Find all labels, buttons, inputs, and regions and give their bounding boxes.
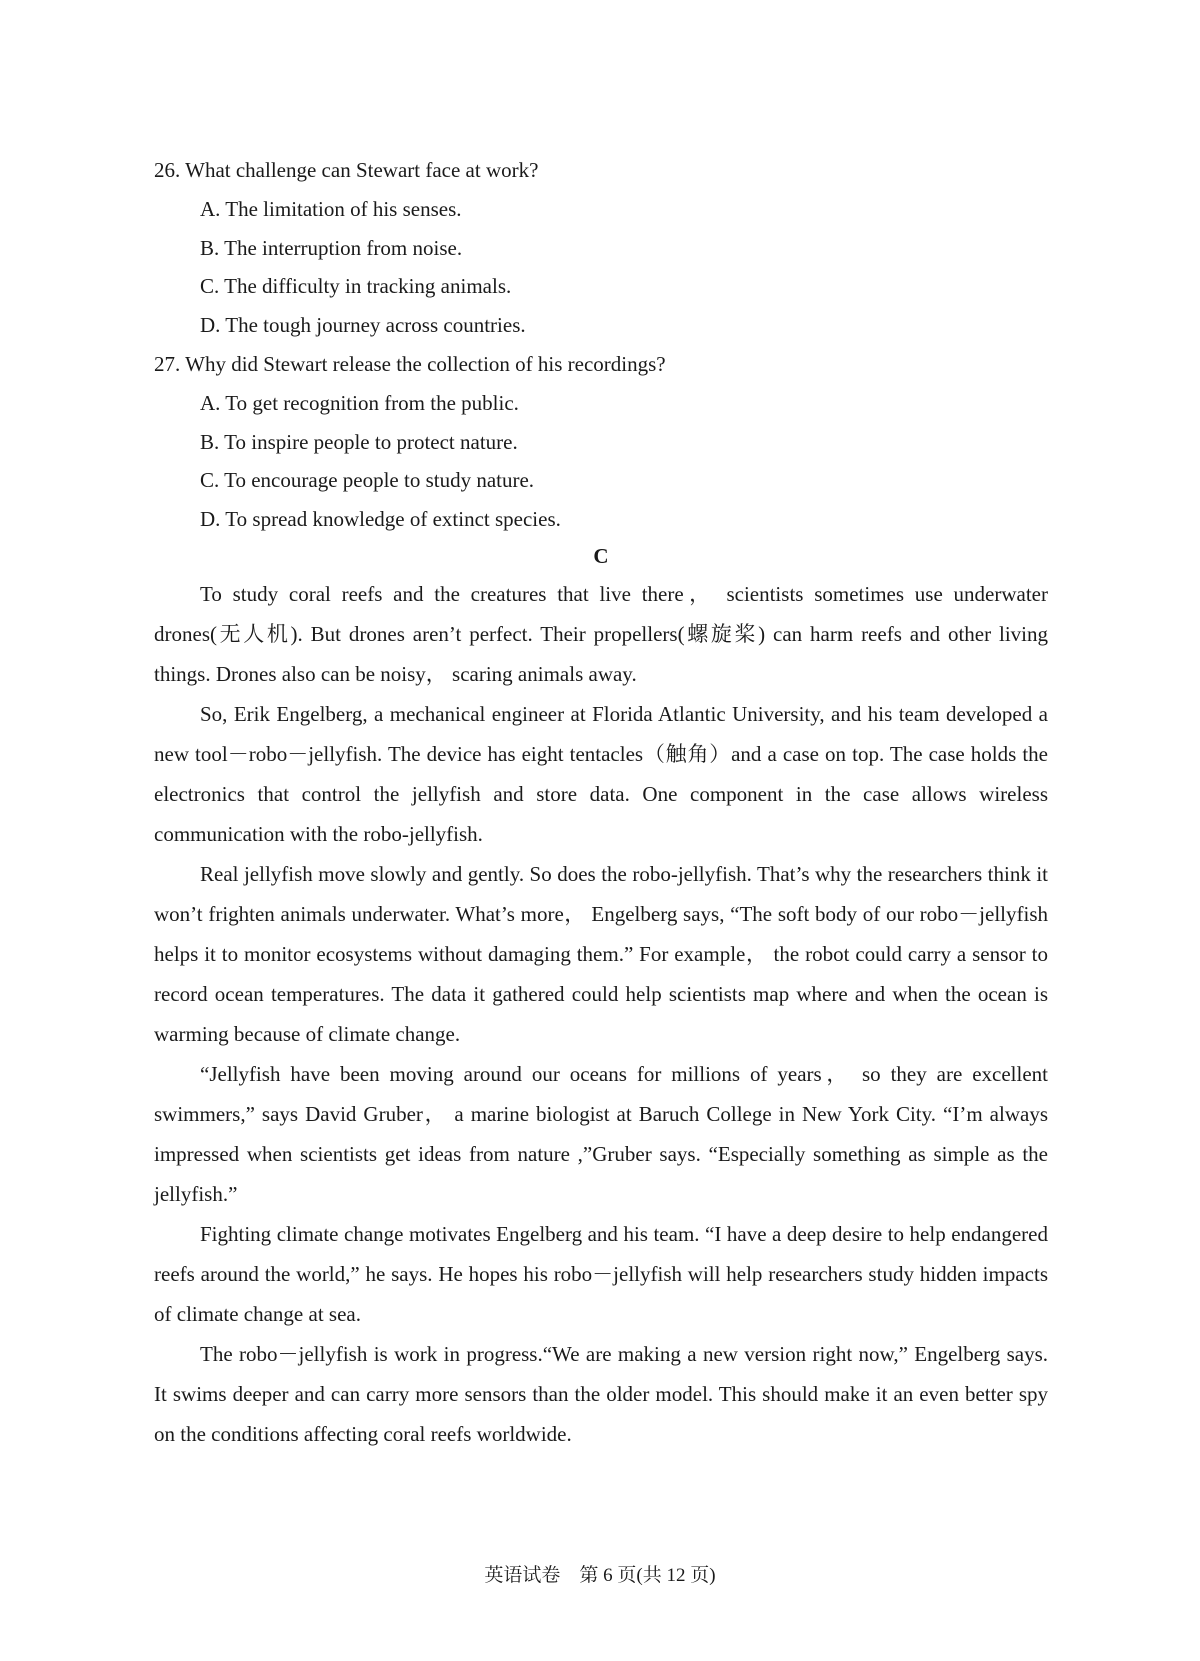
passage-paragraph: Fighting climate change motivates Engelberg and his team. “I have a deep desire to help endangered reefs around the world,” he says. He hopes his robo－jellyfish will help researchers study hidden impacts of climate change at sea.: [154, 1222, 1048, 1326]
page-footer: 英语试卷 第 6 页(共 12 页): [484, 1565, 716, 1586]
passage-paragraph: The robo－jellyfish is work in progress.“We are making a new version right now,” Engelberg says. It swims deeper and can carry more sensors than the older model. This should make it an even better spy on the conditions affecting coral reefs worldwide.: [154, 1342, 1048, 1446]
question-26-option-c: C. The difficulty in tracking animals.: [200, 274, 512, 298]
question-26-option-d: D. The tough journey across countries.: [200, 312, 526, 337]
question-27-option-a: A. To get recognition from the public.: [200, 391, 519, 415]
question-27-stem: 27. Why did Stewart release the collection of his recordings?: [154, 352, 666, 376]
passage-paragraph: “Jellyfish have been moving around our oceans for millions of years， so they are excellent swimmers,” says David Gruber， a marine biologist at Baruch College in New York City. “I’m always impressed when scientists get ideas from nature ,”Gruber says. “Especially something as simple as the jellyfish.”: [154, 1062, 1048, 1206]
question-26-option-b: B. The interruption from noise.: [200, 235, 463, 260]
question-27-option-b: B. To inspire people to protect nature.: [200, 429, 518, 454]
passage-paragraph: Real jellyfish move slowly and gently. So does the robo-jellyfish. That’s why the researchers think it won’t frighten animals underwater. What’s more， Engelberg says, “The soft body of our robo－jellyfish helps it to monitor ecosystems without damaging them.” For example， the robot could carry a sensor to record ocean temperatures. The data it gathered could help scientists map where and when the ocean is warming because of climate change.: [154, 862, 1048, 1046]
section-heading: C: [593, 544, 609, 568]
passage-paragraph: So, Erik Engelberg, a mechanical engineer at Florida Atlantic University, and his team developed a new tool－robo－jellyfish. The device has eight tentacles（触角）and a case on top. The case holds the electronics that control the jellyfish and store data. One component in the case allows wireless communication with the robo-jellyfish.: [154, 702, 1048, 846]
question-26-stem: 26. What challenge can Stewart face at work?: [154, 158, 539, 182]
passage-paragraph: To study coral reefs and the creatures that live there， scientists sometimes use underwater drones(无人机). But drones aren’t perfect. Their propellers(螺旋桨) can harm reefs and other living things. Drones also can be noisy， scaring animals away.: [154, 582, 1048, 686]
question-27-option-d: D. To spread knowledge of extinct species.: [200, 506, 561, 531]
exam-page-body: [154, 150, 1048, 1454]
question-27-option-c: C. To encourage people to study nature.: [200, 468, 535, 492]
question-26-option-a: A. The limitation of his senses.: [200, 197, 462, 221]
